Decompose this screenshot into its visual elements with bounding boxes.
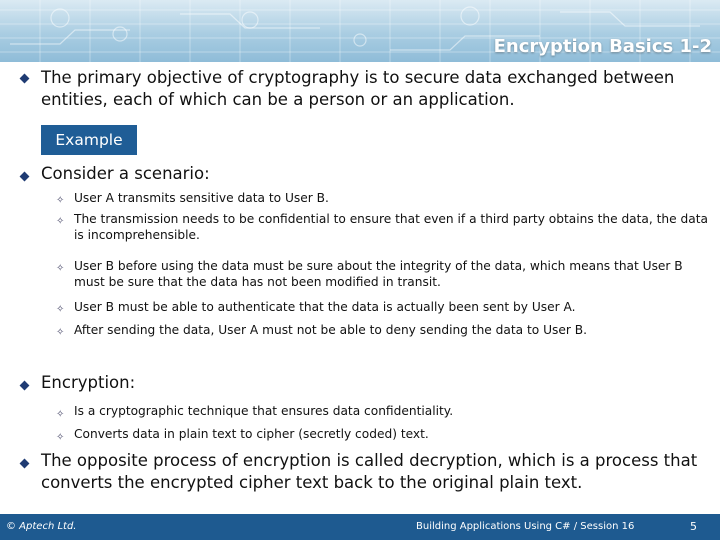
page-number: 5 [690, 520, 697, 533]
sub-bullet-icon: ✧ [56, 263, 65, 274]
bullet-marker [20, 74, 30, 84]
footer-bar [0, 514, 720, 540]
sub-bullet-icon: ✧ [56, 304, 65, 315]
sub-bullet-text: Converts data in plain text to cipher (secretly coded) text. [74, 427, 429, 441]
header-banner [0, 0, 720, 62]
copyright: © Aptech Ltd. [6, 521, 77, 532]
bullet-text: The opposite process of encryption is called decryption, which is a process that converts the encrypted cipher text back to the original plain text. [41, 451, 698, 492]
sub-bullet-text: Is a cryptographic technique that ensures data confidentiality. [74, 404, 454, 418]
sub-bullet-icon: ✧ [56, 327, 65, 338]
bullet-text: Consider a scenario: [41, 164, 210, 183]
sub-bullet-icon: ✧ [56, 216, 65, 227]
sub-bullet-text: User B must be able to authenticate that the data is actually been sent by User A. [74, 300, 576, 314]
bullet-marker [20, 459, 30, 469]
course-title: Building Applications Using C# / Session 16 [416, 521, 635, 532]
sub-bullet-text: User B before using the data must be sure about the integrity of the data, which means that User B must be sure that the data has not been modified in transit. [74, 259, 683, 289]
sub-bullet-icon: ✧ [56, 432, 65, 443]
sub-bullet-text: The transmission needs to be confidential to ensure that even if a third party obtains the data, the data is incomprehensible. [74, 212, 708, 242]
sub-bullet-icon: ✧ [56, 409, 65, 420]
sub-bullet-text: After sending the data, User A must not be able to deny sending the data to User B. [74, 323, 587, 337]
bullet-text: The primary objective of cryptography is to secure data exchanged between entities, each of which can be a person or an application. [41, 68, 675, 109]
bullet-marker [20, 172, 30, 182]
example-label: Example [41, 125, 137, 155]
bullet-marker [20, 381, 30, 391]
sub-bullet-text: User A transmits sensitive data to User B. [74, 191, 329, 205]
bullet-text: Encryption: [41, 373, 136, 392]
sub-bullet-icon: ✧ [56, 195, 65, 206]
page-title: Encryption Basics 1-2 [493, 36, 712, 57]
